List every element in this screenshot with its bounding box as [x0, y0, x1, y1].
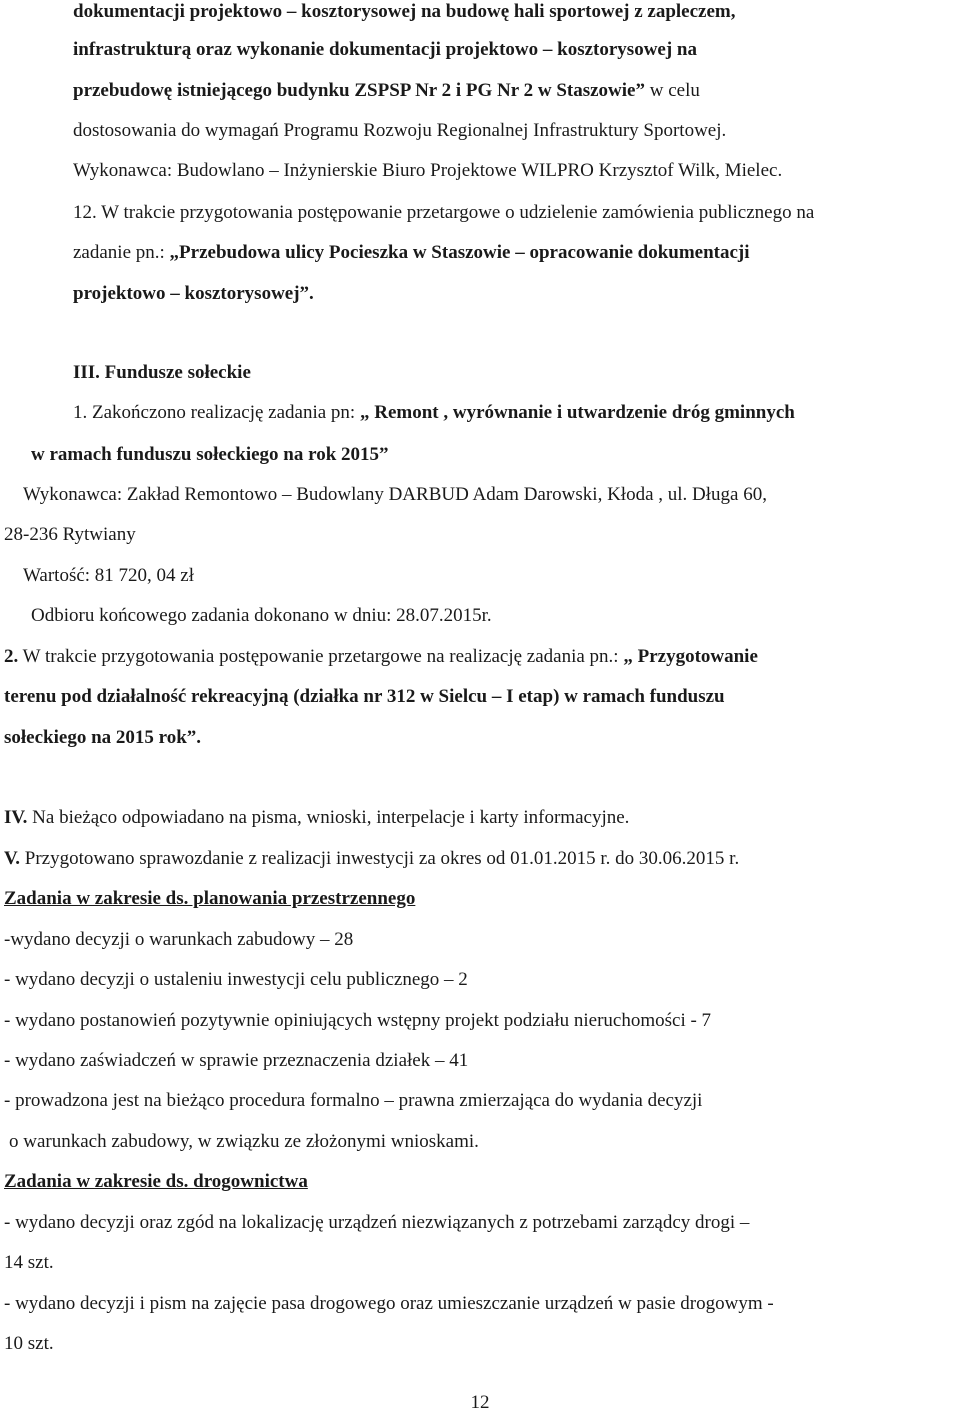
- plain-text: W trakcie przygotowania postępowanie przetargowe na realizację zadania pn.:: [18, 646, 624, 667]
- list-item: - wydano zaświadczeń w sprawie przeznaczenia działek – 41: [4, 1050, 469, 1071]
- task-title: „Przebudowa ulicy Pocieszka w Staszowie – opracowanie dokumentacji: [169, 242, 750, 263]
- task-title: „ Remont , wyrównanie i utwardzenie dróg gminnych: [359, 402, 795, 423]
- list-item: - wydano postanowień pozytywnie opiniujących wstępny projekt podziału nieruchomości - 7: [4, 1010, 712, 1031]
- list-item: - wydano decyzji oraz zgód na lokalizację urządzeń niezwiązanych z potrzebami zarządcy drogi –: [4, 1212, 750, 1233]
- list-item: - wydano decyzji i pism na zajęcie pasa drogowego oraz umieszczanie urządzeń w pasie drogowym -: [4, 1293, 774, 1314]
- plain-text: 1. Zakończono realizację zadania pn:: [73, 402, 360, 423]
- text-line: [73, 79, 700, 103]
- list-item: -wydano decyzji o warunkach zabudowy – 28: [4, 929, 354, 950]
- contractor: Wykonawca: Zakład Remontowo – Budowlany DARBUD Adam Darowski, Kłoda , ul. Długa 60,: [23, 484, 767, 505]
- text-line: Wykonawca: Budowlano – Inżynierskie Biuro Projektowe WILPRO Krzysztof Wilk, Mielec.: [73, 160, 783, 181]
- section-v: [4, 847, 739, 871]
- plain-text: zadanie pn.:: [73, 242, 170, 263]
- list-item-12: 12. W trakcie przygotowania postępowanie przetargowe o udzielenie zamówienia publicznego na: [73, 202, 815, 223]
- list-item-2: [4, 645, 758, 669]
- list-item: - wydano decyzji o ustaleniu inwestycji celu publicznego – 2: [4, 969, 468, 990]
- list-item-cont: 14 szt.: [4, 1252, 54, 1273]
- bold-text: przebudowę istniejącego budynku ZSPSP Nr 2 i PG Nr 2 w Staszowie”: [73, 80, 645, 101]
- page-number: 12: [470, 1392, 490, 1413]
- text-line: [73, 241, 750, 265]
- list-item-cont: o warunkach zabudowy, w związku ze złożonymi wnioskami.: [9, 1131, 479, 1152]
- list-item-1: [73, 401, 795, 425]
- plain-text: Przygotowano sprawozdanie z realizacji inwestycji za okres od 01.01.2015 r. do 30.06.2015 r.: [20, 848, 740, 869]
- plain-text: w celu: [644, 80, 700, 101]
- task-title: „ Przygotowanie: [623, 646, 758, 667]
- address: 28-236 Rytwiany: [4, 524, 136, 545]
- section-iv: [4, 806, 629, 830]
- roads-heading: Zadania w zakresie ds. drogownictwa: [4, 1171, 308, 1192]
- planning-heading: Zadania w zakresie ds. planowania przestrzennego: [4, 888, 416, 909]
- task-title-cont: projektowo – kosztorysowej”.: [73, 283, 314, 304]
- task-title-cont: sołeckiego na 2015 rok”.: [4, 727, 202, 748]
- list-item-cont: 10 szt.: [4, 1333, 54, 1354]
- contract-value: Wartość: 81 720, 04 zł: [23, 565, 195, 586]
- section-number: V.: [4, 848, 21, 869]
- acceptance-date: Odbioru końcowego zadania dokonano w dniu: 28.07.2015r.: [31, 605, 492, 626]
- text-line: dostosowania do wymagań Programu Rozwoju Regionalnej Infrastruktury Sportowej.: [73, 120, 727, 141]
- text-line: infrastrukturą oraz wykonanie dokumentacji projektowo – kosztorysowej na: [73, 39, 697, 60]
- item-number: 2.: [4, 646, 19, 667]
- plain-text: Na bieżąco odpowiadano na pisma, wnioski, interpelacje i karty informacyjne.: [27, 807, 630, 828]
- section-heading: III. Fundusze sołeckie: [73, 362, 251, 383]
- task-title-cont: w ramach funduszu sołeckiego na rok 2015”: [31, 444, 389, 465]
- task-title-cont: terenu pod działalność rekreacyjną (działka nr 312 w Sielcu – I etap) w ramach funduszu: [4, 686, 725, 707]
- text-line: dokumentacji projektowo – kosztorysowej na budowę hali sportowej z zapleczem,: [73, 1, 736, 22]
- section-number: IV.: [4, 807, 28, 828]
- list-item: - prowadzona jest na bieżąco procedura formalno – prawna zmierzająca do wydania decyzji: [4, 1090, 703, 1111]
